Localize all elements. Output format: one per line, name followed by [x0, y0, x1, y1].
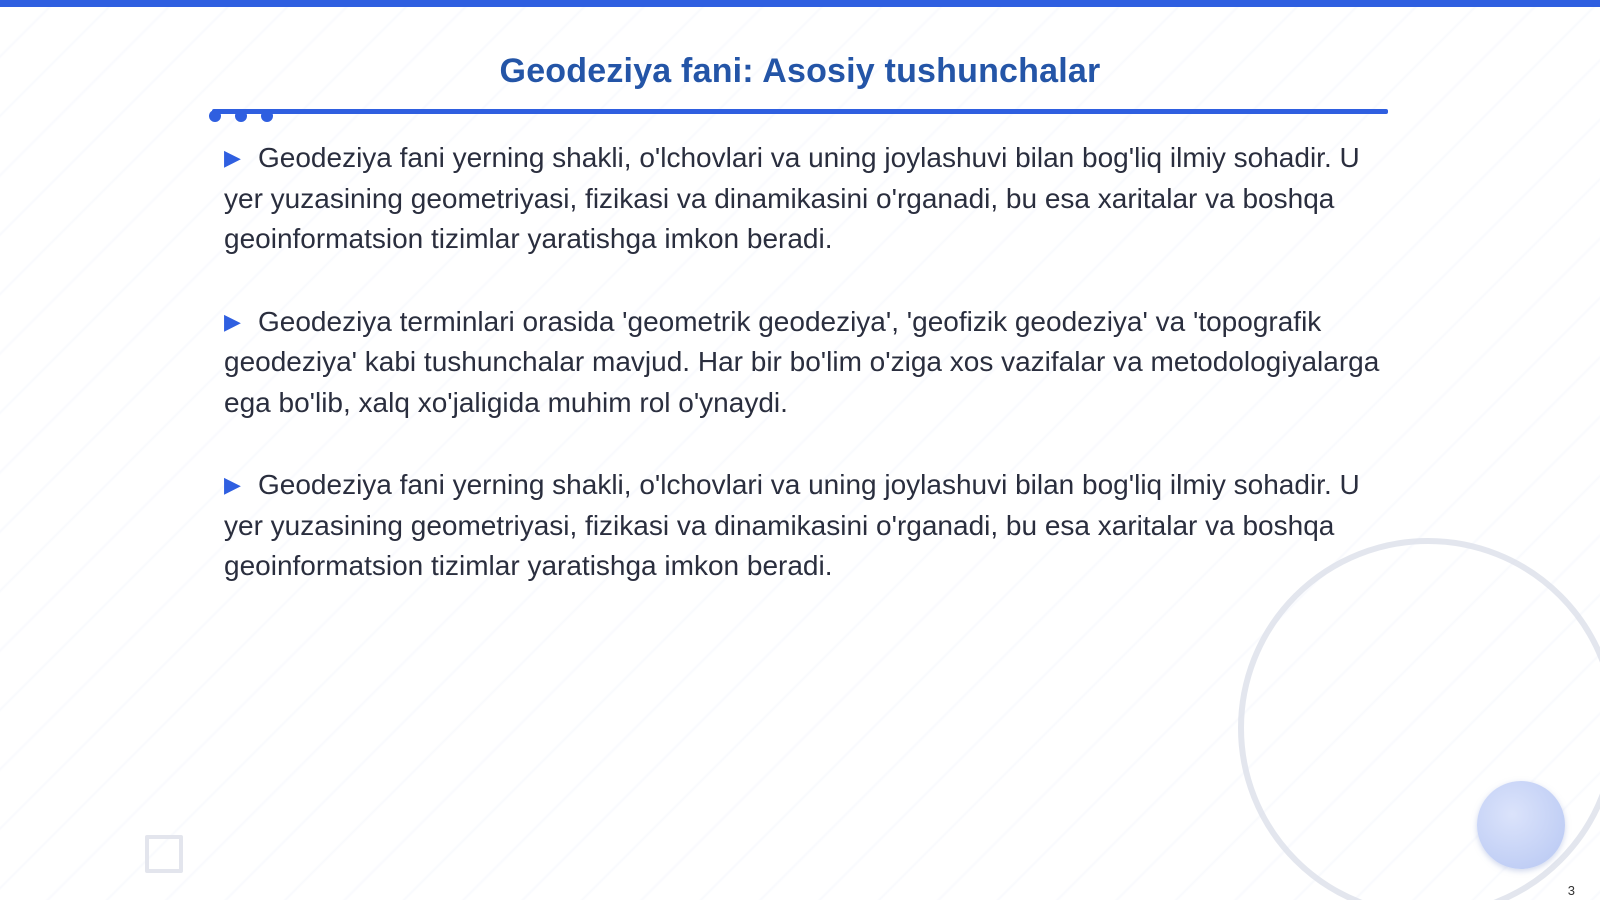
triangle-right-icon: ▶ — [224, 145, 241, 170]
bullet-text: Geodeziya fani yerning shakli, o'lchovlari va uning joylashuvi bilan bog'liq ilmiy sohadir. U yer yuzasining geometriyasi, fizikasi va dinamikasini o'rganadi, bu esa xaritalar va boshqa geoinformatsion tizimlar yaratishga imkon beradi. — [224, 142, 1360, 254]
decorative-dot — [235, 110, 247, 122]
page-number: 3 — [1567, 883, 1575, 898]
bullet-item — [224, 465, 1384, 587]
decorative-circle — [1477, 781, 1565, 869]
slide-title: Geodeziya fani: Asosiy tushunchalar — [499, 52, 1101, 90]
decorative-dot — [261, 110, 273, 122]
triangle-right-icon: ▶ — [224, 308, 241, 334]
title-underline — [212, 109, 1388, 114]
bullet-item — [224, 302, 1384, 424]
bullet-text: Geodeziya terminlari orasida 'geometrik geodeziya', 'geofizik geodeziya' va 'topografik geodeziya' kabi tushunchalar mavjud. Har bir bo'lim o'ziga xos vazifalar va metodologiyalarga ega bo'lib, xalq xo'jaligida muhim rol o'ynaydi. — [224, 305, 1380, 418]
triangle-right-icon: ▶ — [224, 472, 241, 497]
decorative-dot — [209, 110, 221, 122]
bullet-list — [224, 138, 1384, 629]
bullet-text: Geodeziya fani yerning shakli, o'lchovlari va uning joylashuvi bilan bog'liq ilmiy sohadir. U yer yuzasining geometriyasi, fizikasi va dinamikasini o'rganadi, bu esa xaritalar va boshqa geoinformatsion tizimlar yaratishga imkon beradi. — [224, 469, 1360, 581]
top-accent-bar — [0, 0, 1600, 7]
decorative-square — [145, 835, 183, 873]
bullet-item — [224, 138, 1384, 260]
